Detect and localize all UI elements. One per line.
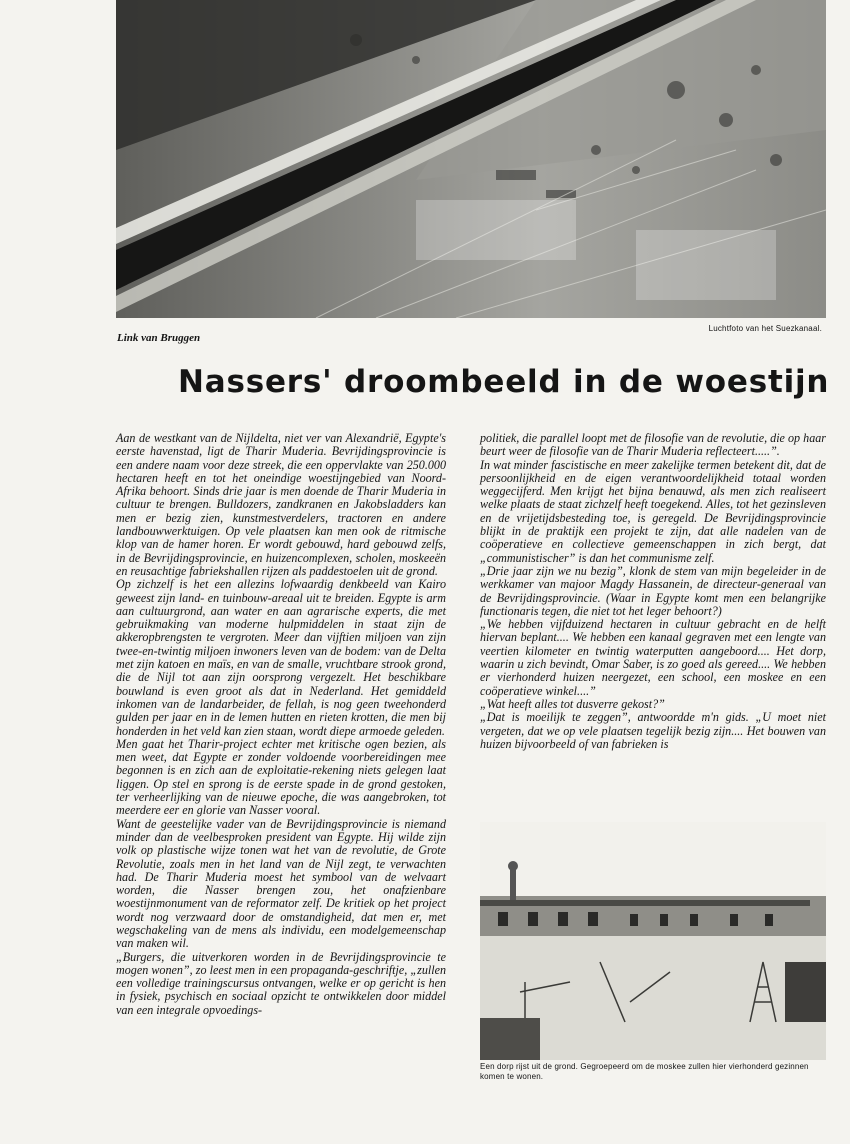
paragraph: „Drie jaar zijn we nu bezig”, klonk de stem van mijn begeleider in de werkkamer van majoor Magdy Hassanein, de directeur-generaal van de Bevrijdingsprovincie. (Waar in Egypte komt men een belangrijke functionaris tegen, die niet tot het leger behoort?) bbox=[480, 563, 826, 618]
paragraph: Men gaat het Tharir-project echter met kritische ogen bezien, als men weet, dat Egypte er zonder voldoende voorbereidingen mee begonnen is en zich aan de exploitatie-rekening niets gelegen laat liggen. Op stel en sprong is de eerste spade in de grond gestoken, ter verheerlijking van de nieuwe epoche, die was aangebroken, tot meerdere eer en glorie van Nasser vooral. bbox=[116, 736, 446, 818]
photographer-credit: Link van Bruggen bbox=[117, 332, 201, 344]
paragraph: Aan de westkant van de Nijldelta, niet ver van Alexandrië, Egypte's eerste havenstad, ligt de Tharir Muderia. Bevrijdingsprovincie is een andere naam voor deze streek, die een oppervlakte van 250.000 hectaren heeft en tot het oneindige woestijngebied van Noord-Afrika behoort. Sinds drie jaar is men doende de Tharir Muderia in cultuur te brengen. Bulldozers, zandkranen en Jakobsladders kan men er bezig zien, kunstmestverdelers, tractoren en andere landbouwwerktuigen. Op vele plaatsen kan men ook de ritmische klop van de hamer horen. Er wordt gebouwd, hard gebouwd zelfs, in de Bevrijdingsprovincie, en huizencomplexen, scholen, moskeeën en reusachtige fabriekshallen rijzen als paddestoelen uit de grond. bbox=[116, 431, 446, 578]
aerial-photo-suez-canal bbox=[116, 0, 826, 318]
village-photo-graphic bbox=[480, 822, 826, 1060]
village-photo bbox=[480, 822, 826, 1060]
paragraph: „We hebben vijfduizend hectaren in cultuur gebracht en de helft hiervan beplant.... We hebben een kanaal gegraven met een lengte van veertien kilometer en twintig waterputten aangeboord.... Het dorp, waarin u zich bevindt, Omar Saber, is zo goed als gereed.... We hebben er vierhonderd huizen neergezet, een school, een moskee en een coöperatieve winkel....” bbox=[480, 617, 826, 698]
aerial-photo-graphic bbox=[116, 0, 826, 318]
paragraph: Op zichzelf is het een allezins lofwaardig denkbeeld van Kairo geweest zijn land- en tuinbouw-areaal uit te breiden. Egypte is arm aan cultuurgrond, aan water en aan agrarische experts, die met gebruikmaking van moderne hulpmiddelen in staat zijn de akkeropbrengsten te vergroten. Meer dan vijftien miljoen van zijn twee-en-twintig miljoen inwoners leven van de bodem: van de Delta met zijn katoen en maïs, en van de smalle, vruchtbare strook grond, die de Nijl tot aan zijn oorsprong vergezelt. Het beschikbare bouwland is even groot als dat in Nederland. Het gemiddeld inkomen van de landarbeider, de fellah, is nog geen tweehonderd gulden per jaar en in de lemen hutten en rieten krotten, die men bij honderden in het veld kan zien staan, wordt diepe armoede geleden. bbox=[116, 577, 446, 738]
village-photo-caption: Een dorp rijst uit de grond. Gegroepeerd om de moskee zullen hier vierhonderd gezinnen komen te wonen. bbox=[480, 1062, 809, 1081]
top-photo-caption: Luchtfoto van het Suezkanaal. bbox=[708, 324, 822, 333]
paragraph: politiek, die parallel loopt met de filosofie van de revolutie, die op haar beurt weer de filosofie van de Tharir Muderia reflecteert.....”. bbox=[480, 431, 826, 459]
article-column-right bbox=[480, 432, 826, 751]
paragraph: Want de geestelijke vader van de Bevrijdingsprovincie is niemand minder dan de veelbesproken president van Egypte. Hij wilde zijn volk op plastische wijze tonen wat het van de revolutie, de Grote Revolutie, zoals men in het land van de Nijl zegt, te verwachten had. De Tharir Muderia moest het symbool van de welvaart worden, die Nasser brengen zou, het onafzienbare woestijnmonument van de reformator zelf. De kritiek op het project wordt nog verzwaard door de omstandigheid, dat men er, met wegschakeling van de mens als individu, een modelgemeenschap van maken wil. bbox=[116, 816, 446, 951]
article-column-left bbox=[116, 432, 446, 1017]
paragraph: „Wat heeft alles tot dusverre gekost?” bbox=[480, 696, 665, 711]
paragraph: „Dat is moeilijk te zeggen”, antwoordde m'n gids. „U moet niet vergeten, dat we op vele plaatsen tegelijk bezig zijn.... Het bouwen van huizen bijvoorbeeld of van fabrieken is bbox=[480, 710, 826, 751]
article-headline: Nassers' droombeeld in de woestijn bbox=[178, 364, 830, 400]
paragraph: In wat minder fascistische en meer zakelijke termen betekent dit, dat de persoonlijkheid en de eigen verantwoordelijkheid totaal worden weggecijferd. Men krijgt het bijna benauwd, als men zich realiseert welke plaats de staat zichzelf heeft toegekend. Alles, tot het gezinsleven en de vrijetijdsbesteding toe, is geregeld. De Bevrijdingsprovincie blijkt in de praktijk een projekt te zijn, dat alle nadelen van de coöperatieve en collectieve gemeenschappen in zich bergt, dat „communistischer” is dan het communisme zelf. bbox=[480, 457, 826, 565]
paragraph: „Burgers, die uitverkoren worden in de Bevrijdingsprovincie te mogen wonen”, zo leest men in een propaganda-geschriftje, „zullen een volledige trainingscursus ontvangen, welke er op gericht is hen in fysiek, psychisch en sociaal opzicht te ontwikkelen door middel van een integrale opvoedings- bbox=[116, 949, 446, 1017]
